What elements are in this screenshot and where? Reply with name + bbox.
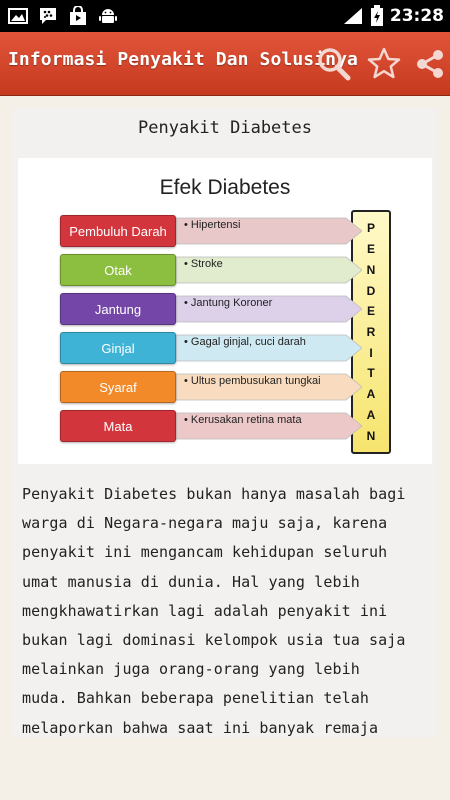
penderitaan-letter: N bbox=[366, 428, 376, 443]
effect-text: • Kerusakan retina mata bbox=[184, 414, 302, 426]
body-line: mengkhawatirkan lagi adalah penyakit ini bbox=[22, 601, 388, 620]
battery-icon bbox=[370, 5, 384, 27]
bbm-icon bbox=[38, 6, 58, 26]
image-icon bbox=[8, 6, 28, 26]
diagram-title: Efek Diabetes bbox=[159, 176, 291, 199]
penderitaan-letter: A bbox=[366, 407, 376, 422]
diabetes-effects-diagram bbox=[18, 158, 432, 464]
penderitaan-letter: N bbox=[366, 262, 376, 277]
penderitaan-letter: T bbox=[367, 366, 375, 381]
penderitaan-letter: E bbox=[366, 304, 375, 319]
organ-label: Mata bbox=[60, 410, 176, 442]
effect-text: • Gagal ginjal, cuci darah bbox=[184, 336, 306, 348]
body-line: muda. Bahkan beberapa penelitian telah bbox=[22, 689, 369, 708]
shop-bag-icon bbox=[68, 6, 88, 26]
signal-icon bbox=[342, 6, 364, 26]
organ-label: Otak bbox=[60, 254, 176, 286]
article-body bbox=[22, 480, 432, 743]
action-bar bbox=[0, 32, 450, 96]
share-icon[interactable] bbox=[410, 44, 450, 84]
penderitaan-letter: R bbox=[366, 324, 376, 339]
article-title: Penyakit Diabetes bbox=[138, 118, 312, 138]
effect-text: • Hipertensi bbox=[184, 219, 241, 231]
organ-label: Syaraf bbox=[60, 371, 176, 403]
effect-text: • Ultus pembusukan tungkai bbox=[184, 375, 321, 387]
organ-label: Jantung bbox=[60, 293, 176, 325]
organ-label: Pembuluh Darah bbox=[60, 215, 176, 247]
effect-text: • Stroke bbox=[184, 258, 223, 270]
article-card bbox=[12, 108, 438, 738]
penderitaan-letter: P bbox=[366, 221, 375, 236]
penderitaan-letter: E bbox=[366, 242, 375, 257]
app-title: Informasi Penyakit Dan Solusinya bbox=[8, 49, 358, 70]
status-bar bbox=[0, 0, 450, 32]
body-line: warga di Negara-negara maju saja, karena bbox=[22, 514, 388, 533]
clock: 23:28 bbox=[389, 6, 444, 26]
body-line: umat manusia di dunia. Hal yang lebih bbox=[22, 572, 360, 591]
star-icon[interactable] bbox=[364, 44, 404, 84]
organ-label: Ginjal bbox=[60, 332, 176, 364]
effect-text: • Jantung Koroner bbox=[184, 297, 273, 309]
search-icon[interactable] bbox=[314, 44, 354, 84]
penderitaan-letter: A bbox=[366, 387, 376, 402]
body-line: melainkan juga orang-orang yang lebih bbox=[22, 660, 360, 679]
body-line: penyakit ini mengancam kehidupan seluruh bbox=[22, 543, 388, 562]
android-icon bbox=[98, 6, 118, 26]
body-line: melaporkan bahwa saat ini banyak remaja bbox=[22, 718, 379, 737]
body-line: bukan lagi dominasi kelompok usia tua saja bbox=[22, 631, 406, 650]
system-indicators bbox=[342, 5, 444, 27]
penderitaan-letter: D bbox=[366, 283, 376, 298]
notification-icons bbox=[8, 6, 118, 26]
penderitaan-letter: I bbox=[369, 345, 373, 360]
body-line: Penyakit Diabetes bukan hanya masalah bagi bbox=[22, 485, 406, 503]
